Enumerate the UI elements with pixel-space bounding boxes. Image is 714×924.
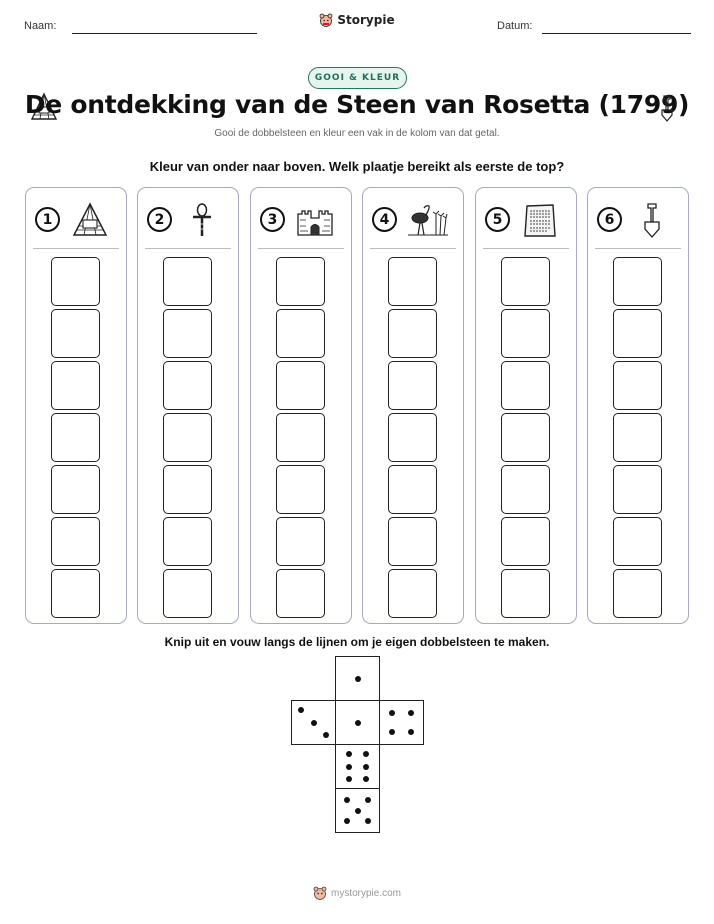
dice-face-1	[335, 700, 380, 745]
column-6	[587, 187, 689, 624]
color-cell[interactable]	[163, 257, 212, 306]
column-header	[260, 202, 342, 238]
color-cell[interactable]	[163, 361, 212, 410]
name-label: Naam:	[24, 20, 57, 32]
color-cell[interactable]	[163, 465, 212, 514]
castle-icon	[294, 202, 336, 238]
column-2	[137, 187, 239, 624]
dice-pip	[365, 797, 371, 803]
color-cell[interactable]	[388, 413, 437, 462]
dice-pip	[355, 720, 361, 726]
page-title: De ontdekking van de Steen van Rosetta (1799)	[24, 90, 690, 119]
date-label: Datum:	[497, 20, 533, 32]
column-header	[372, 202, 454, 238]
dice-pip	[355, 676, 361, 682]
color-cell[interactable]	[501, 517, 550, 566]
dice-face-1	[335, 656, 380, 701]
dice-pip	[363, 776, 369, 782]
color-cell[interactable]	[501, 465, 550, 514]
dice-pip	[346, 764, 352, 770]
column-1	[25, 187, 127, 624]
color-cell[interactable]	[613, 257, 662, 306]
shovel-icon	[659, 94, 675, 122]
column-number: 2	[147, 207, 172, 232]
dice-pip	[298, 707, 304, 713]
color-cell[interactable]	[276, 517, 325, 566]
dice-pip	[365, 818, 371, 824]
dice-pip	[389, 710, 395, 716]
color-cell[interactable]	[501, 413, 550, 462]
column-number: 3	[260, 207, 285, 232]
color-cell[interactable]	[501, 309, 550, 358]
column-divider	[145, 248, 231, 249]
color-cell[interactable]	[276, 465, 325, 514]
ibis-papyrus-icon	[406, 202, 448, 238]
column-header	[35, 202, 117, 238]
rosetta-stone-icon	[519, 202, 561, 238]
dice-pip	[355, 808, 361, 814]
color-cell[interactable]	[388, 465, 437, 514]
shovel-icon	[631, 202, 673, 238]
color-cell[interactable]	[276, 361, 325, 410]
color-cell[interactable]	[613, 413, 662, 462]
color-cell[interactable]	[388, 309, 437, 358]
brand-logo	[0, 13, 714, 27]
dice-pip	[323, 732, 329, 738]
dice-instruction: Knip uit en vouw langs de lijnen om je eigen dobbelsteen te maken.	[164, 635, 550, 649]
color-cell[interactable]	[613, 309, 662, 358]
dice-pip	[344, 818, 350, 824]
dice-pip	[311, 720, 317, 726]
color-cell[interactable]	[388, 517, 437, 566]
subtitle: Gooi de dobbelsteen en kleur een vak in de kolom van dat getal.	[214, 128, 500, 139]
column-divider	[370, 248, 456, 249]
color-cell[interactable]	[51, 257, 100, 306]
color-cell[interactable]	[613, 465, 662, 514]
column-divider	[33, 248, 119, 249]
color-cell[interactable]	[501, 569, 550, 618]
color-cell[interactable]	[276, 569, 325, 618]
column-number: 4	[372, 207, 397, 232]
dice-face-3	[291, 700, 336, 745]
color-cell[interactable]	[276, 257, 325, 306]
mascot-icon	[319, 13, 333, 27]
color-cell[interactable]	[276, 309, 325, 358]
color-cell[interactable]	[163, 569, 212, 618]
column-header	[147, 202, 229, 238]
date-line[interactable]	[542, 33, 691, 34]
dice-face-5	[335, 788, 380, 833]
mascot-icon	[313, 886, 327, 900]
column-header	[597, 202, 679, 238]
column-4	[362, 187, 464, 624]
color-cell[interactable]	[51, 361, 100, 410]
dice-face-4	[379, 700, 424, 745]
pyramid-icon	[69, 202, 111, 238]
color-cell[interactable]	[51, 465, 100, 514]
dice-pip	[363, 751, 369, 757]
color-cell[interactable]	[388, 257, 437, 306]
footer-url[interactable]: mystorypie.com	[330, 887, 401, 899]
dice-pip	[363, 764, 369, 770]
color-cell[interactable]	[388, 361, 437, 410]
dice-pip	[346, 751, 352, 757]
color-cell[interactable]	[51, 309, 100, 358]
column-divider	[595, 248, 681, 249]
column-number: 5	[485, 207, 510, 232]
column-header	[485, 202, 567, 238]
dice-face-6	[335, 744, 380, 789]
name-line[interactable]	[72, 33, 257, 34]
dice-pip	[408, 710, 414, 716]
color-cell[interactable]	[51, 517, 100, 566]
color-cell[interactable]	[163, 413, 212, 462]
color-cell[interactable]	[613, 517, 662, 566]
column-divider	[258, 248, 344, 249]
dice-pip	[408, 729, 414, 735]
color-cell[interactable]	[51, 569, 100, 618]
dice-pip	[346, 776, 352, 782]
color-cell[interactable]	[51, 413, 100, 462]
color-cell[interactable]	[501, 257, 550, 306]
color-cell[interactable]	[163, 309, 212, 358]
color-cell[interactable]	[163, 517, 212, 566]
column-divider	[483, 248, 569, 249]
dice-pip	[344, 797, 350, 803]
footer	[0, 886, 714, 900]
column-number: 6	[597, 207, 622, 232]
instruction: Kleur van onder naar boven. Welk plaatje bereikt als eerste de top?	[149, 159, 565, 174]
color-cell[interactable]	[388, 569, 437, 618]
column-3	[250, 187, 352, 624]
column-5	[475, 187, 577, 624]
ankh-icon	[181, 202, 223, 238]
brand-name: Storypie	[337, 13, 395, 27]
column-number: 1	[35, 207, 60, 232]
color-cell[interactable]	[613, 361, 662, 410]
color-cell[interactable]	[613, 569, 662, 618]
dice-pip	[389, 729, 395, 735]
color-cell[interactable]	[276, 413, 325, 462]
color-cell[interactable]	[501, 361, 550, 410]
activity-badge: GOOI & KLEUR	[308, 67, 407, 89]
